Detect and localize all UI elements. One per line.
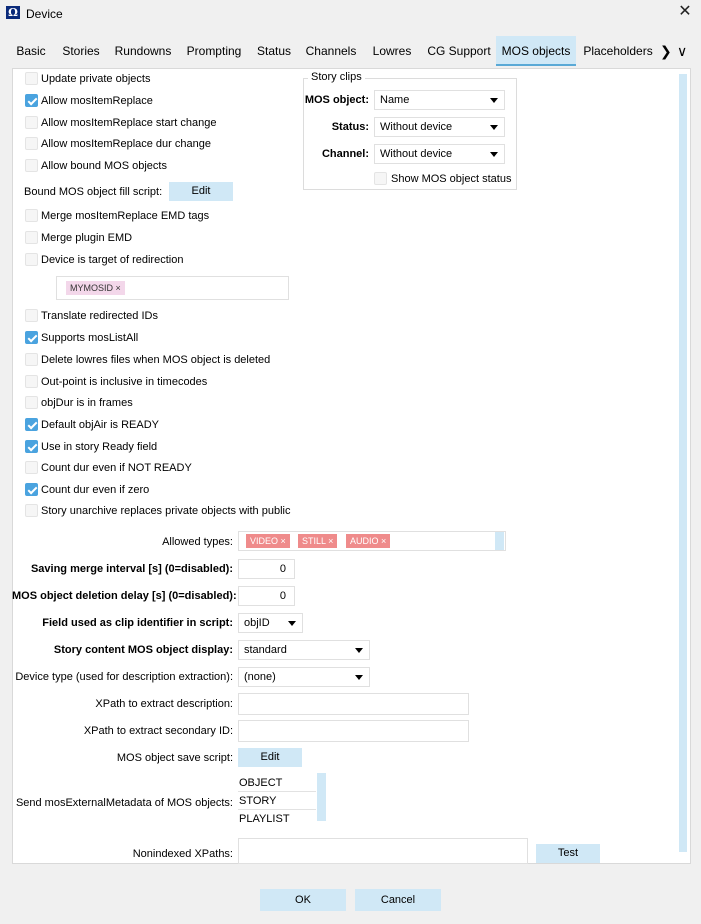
checkbox-merge-emd-tags[interactable] bbox=[25, 209, 38, 222]
tab-stories[interactable]: Stories bbox=[62, 44, 100, 58]
label-use-story-ready: Use in story Ready field bbox=[41, 441, 158, 453]
label-target-redirection: Device is target of redirection bbox=[41, 254, 184, 266]
checkbox-target-redirection[interactable] bbox=[25, 253, 38, 266]
tab-rundowns[interactable]: Rundowns bbox=[114, 44, 172, 58]
window-title: Device bbox=[26, 7, 63, 21]
tab-placeholders[interactable]: Placeholders bbox=[583, 44, 653, 58]
dropdown-arrow-icon bbox=[490, 98, 498, 103]
label-story-content-display: Story content MOS object display: bbox=[53, 644, 233, 656]
label-xpath-description: XPath to extract description: bbox=[95, 698, 233, 710]
dropdown-arrow-icon bbox=[288, 621, 296, 626]
checkbox-show-mos-status[interactable] bbox=[374, 172, 387, 185]
checkbox-objdur-frames[interactable] bbox=[25, 396, 38, 409]
label-device-type: Device type (used for description extraction): bbox=[15, 671, 233, 683]
status-select[interactable] bbox=[374, 117, 505, 137]
checkbox-unarchive-replaces[interactable] bbox=[25, 504, 38, 517]
label-objdur-frames: objDur is in frames bbox=[41, 397, 133, 409]
list-item-object[interactable]: OBJECT bbox=[239, 777, 283, 789]
label-allowed-types: Allowed types: bbox=[162, 536, 233, 548]
story-clips-title: Story clips bbox=[308, 71, 365, 83]
redirect-id-tag[interactable]: MYMOSID × bbox=[66, 281, 125, 295]
label-count-dur-zero: Count dur even if zero bbox=[41, 484, 150, 496]
mos-object-value: Name bbox=[380, 94, 410, 106]
deletion-delay-input[interactable]: 0 bbox=[238, 586, 295, 606]
label-count-dur-not-ready: Count dur even if NOT READY bbox=[41, 462, 192, 474]
dropdown-arrow-icon bbox=[355, 675, 363, 680]
list-item-playlist[interactable]: PLAYLIST bbox=[239, 813, 290, 825]
label-outpoint-inclusive: Out-point is inclusive in timecodes bbox=[41, 376, 208, 388]
chevron-right-icon[interactable]: ❯ bbox=[660, 43, 672, 59]
checkbox-default-objair-ready[interactable] bbox=[25, 418, 38, 431]
type-tag-audio[interactable]: AUDIO × bbox=[346, 534, 390, 548]
dropdown-arrow-icon bbox=[490, 125, 498, 130]
close-icon[interactable]: ✕ bbox=[678, 3, 692, 20]
mos-object-select[interactable] bbox=[374, 90, 505, 110]
chevron-down-icon[interactable]: ∨ bbox=[677, 43, 688, 59]
status-value: Without device bbox=[380, 121, 453, 133]
label-translate-redirected: Translate redirected IDs bbox=[41, 310, 158, 322]
label-save-script: MOS object save script: bbox=[116, 752, 233, 764]
label-merge-emd-tags: Merge mosItemReplace EMD tags bbox=[41, 210, 210, 222]
tab-mos-objects[interactable]: MOS objects bbox=[496, 36, 576, 66]
clip-identifier-value: objID bbox=[244, 617, 270, 629]
cancel-button[interactable]: Cancel bbox=[355, 889, 441, 911]
checkbox-allow-dur-change[interactable] bbox=[25, 137, 38, 150]
device-type-value: (none) bbox=[244, 671, 276, 683]
label-show-mos-status: Show MOS object status bbox=[391, 173, 512, 185]
test-button[interactable]: Test bbox=[536, 844, 600, 863]
tab-status[interactable]: Status bbox=[256, 44, 292, 58]
label-allow-bound-mos: Allow bound MOS objects bbox=[41, 160, 167, 172]
channel-value: Without device bbox=[380, 148, 453, 160]
checkbox-outpoint-inclusive[interactable] bbox=[25, 375, 38, 388]
checkbox-allow-start-change[interactable] bbox=[25, 116, 38, 129]
xpath-description-input[interactable] bbox=[238, 693, 469, 715]
list-item-story[interactable]: STORY bbox=[239, 795, 277, 807]
label-saving-merge: Saving merge interval [s] (0=disabled): bbox=[30, 563, 233, 575]
clip-identifier-select[interactable] bbox=[238, 613, 303, 633]
edit-bound-script-button[interactable]: Edit bbox=[169, 182, 233, 201]
label-delete-lowres: Delete lowres files when MOS object is deleted bbox=[41, 354, 271, 366]
label-deletion-delay: MOS object deletion delay [s] (0=disabled): bbox=[12, 590, 237, 602]
saving-merge-input[interactable]: 0 bbox=[238, 559, 295, 579]
xpath-secondary-input[interactable] bbox=[238, 720, 469, 742]
label-default-objair-ready: Default objAir is READY bbox=[41, 419, 159, 431]
external-metadata-scrollbar[interactable] bbox=[317, 773, 326, 821]
label-nonindexed-xpaths: Nonindexed XPaths: bbox=[132, 848, 233, 860]
tab-bar bbox=[0, 36, 701, 66]
list-divider bbox=[238, 809, 316, 810]
checkbox-use-story-ready[interactable] bbox=[25, 440, 38, 453]
label-allow-mositemreplace: Allow mosItemReplace bbox=[41, 95, 153, 107]
story-content-display-select[interactable] bbox=[238, 640, 370, 660]
tab-basic[interactable]: Basic bbox=[16, 44, 46, 58]
type-tag-still[interactable]: STILL × bbox=[298, 534, 337, 548]
checkbox-delete-lowres[interactable] bbox=[25, 353, 38, 366]
label-update-private-objects: Update private objects bbox=[41, 73, 151, 85]
tab-prompting[interactable]: Prompting bbox=[186, 44, 242, 58]
label-xpath-secondary: XPath to extract secondary ID: bbox=[83, 725, 233, 737]
title-bar bbox=[0, 0, 701, 26]
checkbox-count-dur-zero[interactable] bbox=[25, 483, 38, 496]
list-divider bbox=[238, 791, 316, 792]
label-unarchive-replaces: Story unarchive replaces private objects with public bbox=[41, 505, 291, 517]
channel-select[interactable] bbox=[374, 144, 505, 164]
checkbox-count-dur-not-ready[interactable] bbox=[25, 461, 38, 474]
tab-lowres[interactable]: Lowres bbox=[372, 44, 412, 58]
story-content-display-value: standard bbox=[244, 644, 287, 656]
checkbox-update-private-objects[interactable] bbox=[25, 72, 38, 85]
vertical-scrollbar[interactable] bbox=[679, 74, 687, 852]
label-allow-start-change: Allow mosItemReplace start change bbox=[41, 117, 217, 129]
checkbox-merge-plugin-emd[interactable] bbox=[25, 231, 38, 244]
label-supports-moslistall: Supports mosListAll bbox=[41, 332, 139, 344]
label-mos-object: MOS object: bbox=[304, 94, 369, 106]
label-external-metadata: Send mosExternalMetadata of MOS objects: bbox=[15, 797, 233, 809]
edit-save-script-button[interactable]: Edit bbox=[238, 748, 302, 767]
tab-channels[interactable]: Channels bbox=[305, 44, 357, 58]
label-bound-fill-script: Bound MOS object fill script: bbox=[24, 186, 163, 198]
tab-cg-support[interactable]: CG Support bbox=[427, 44, 491, 58]
checkbox-supports-moslistall[interactable] bbox=[25, 331, 38, 344]
allowed-types-scrollbar[interactable] bbox=[495, 532, 504, 550]
checkbox-allow-bound-mos[interactable] bbox=[25, 159, 38, 172]
label-status: Status: bbox=[331, 121, 369, 133]
device-type-select[interactable] bbox=[238, 667, 370, 687]
label-channel: Channel: bbox=[321, 148, 369, 160]
dropdown-arrow-icon bbox=[355, 648, 363, 653]
type-tag-video[interactable]: VIDEO × bbox=[246, 534, 290, 548]
ok-button[interactable]: OK bbox=[260, 889, 346, 911]
label-allow-dur-change: Allow mosItemReplace dur change bbox=[41, 138, 211, 150]
dropdown-arrow-icon bbox=[490, 152, 498, 157]
app-omega-icon: Ω bbox=[6, 6, 20, 19]
checkbox-translate-redirected[interactable] bbox=[25, 309, 38, 322]
checkbox-allow-mositemreplace[interactable] bbox=[25, 94, 38, 107]
label-clip-identifier: Field used as clip identifier in script: bbox=[42, 617, 233, 629]
label-merge-plugin-emd: Merge plugin EMD bbox=[41, 232, 133, 244]
nonindexed-xpaths-input[interactable] bbox=[238, 838, 528, 864]
